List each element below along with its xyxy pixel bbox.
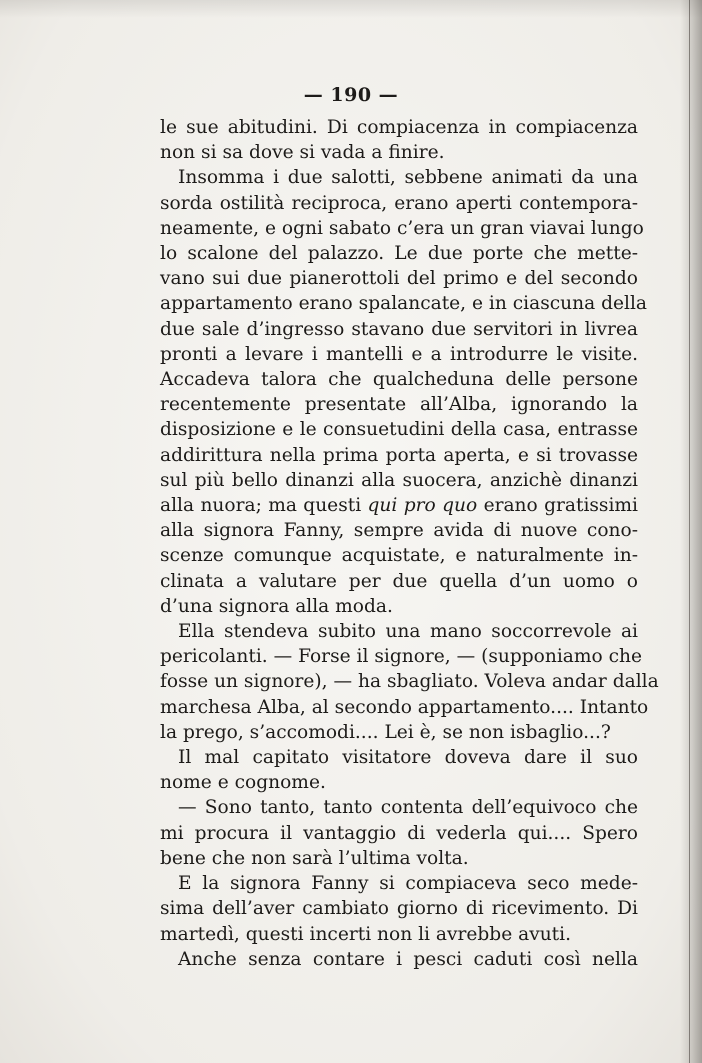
- text-line: pericolanti. — Forse il signore, — (supponiamo che: [160, 646, 643, 668]
- text-line: d’una signora alla moda.: [160, 595, 393, 617]
- text-line: scenze comunque acquistate, e naturalmente in-: [160, 545, 638, 567]
- text-line: — Sono tanto, tanto contenta dell’equivoco che: [178, 797, 638, 819]
- text-line: sorda ostilità reciproca, erano aperti contempora-: [160, 192, 638, 214]
- text-line: Il mal capitato visitatore doveva dare il suo: [178, 747, 638, 769]
- page-number: — 190 —: [303, 84, 399, 106]
- paragraph: [160, 947, 638, 972]
- paragraph: [160, 871, 638, 947]
- text-line: la prego, s’accomodi.... Lei è, se non isbaglio...?: [160, 721, 611, 743]
- text-line: bene che non sarà l’ultima volta.: [160, 847, 469, 869]
- italic-phrase: qui pro quo: [367, 495, 478, 517]
- page-top-shadow: [0, 0, 702, 18]
- text-line: nome e cognome.: [160, 772, 326, 794]
- paragraph: [160, 165, 647, 619]
- text-line: E la signora Fanny si compiaceva seco mede-: [178, 873, 638, 895]
- text-line: lo scalone del palazzo. Le due porte che mette-: [160, 243, 638, 265]
- body-text: [160, 115, 659, 972]
- page-right-shadow: [680, 0, 702, 1063]
- text-line: recentemente presentate all’Alba, ignorando la: [160, 394, 638, 416]
- text-segment: alla nuora; ma questi: [160, 495, 368, 517]
- text-line: appartamento erano spalancate, e in ciascuna della: [160, 293, 647, 315]
- text-line: vano sui due pianerottoli del primo e del secondo: [160, 268, 638, 290]
- text-line: pronti a levare i mantelli e a introdurre le visite.: [160, 343, 638, 365]
- text-line: fosse un signore), — ha sbagliato. Voleva andar dalla: [160, 671, 659, 693]
- paragraph: [160, 745, 638, 795]
- paragraph: [160, 795, 638, 871]
- text-line: alla signora Fanny, sempre avida di nuove cono-: [160, 520, 638, 542]
- text-line: non si sa dove si vada a finire.: [160, 142, 445, 164]
- text-line: Anche senza contare i pesci caduti così nella: [178, 948, 638, 970]
- text-line: Accadeva talora che qualcheduna delle persone: [160, 369, 638, 391]
- text-line: le sue abitudini. Di compiacenza in compiacenza: [160, 117, 638, 138]
- paragraph: [160, 115, 638, 165]
- text-line: sima dell’aver cambiato giorno di ricevimento. Di: [160, 898, 638, 920]
- paragraph: [160, 619, 659, 745]
- text-line: martedì, questi incerti non li avrebbe avuti.: [160, 923, 572, 945]
- page-right-edge: [689, 0, 690, 1063]
- text-line-italic-mixed: [160, 493, 638, 518]
- text-line: Ella stendeva subito una mano soccorrevole ai: [178, 621, 638, 643]
- text-line: clinata a valutare per due quella d’un uomo o: [160, 570, 638, 592]
- text-line: mi procura il vantaggio di vederla qui.... Spero: [160, 822, 638, 844]
- text-line: sul più bello dinanzi alla suocera, anzichè dinanzi: [160, 469, 638, 491]
- text-line: addirittura nella prima porta aperta, e si trovasse: [160, 444, 638, 466]
- text-line: Insomma i due salotti, sebbene animati da una: [178, 167, 638, 189]
- text-line: disposizione e le consuetudini della casa, entrasse: [160, 419, 638, 441]
- text-segment: erano gratissimi: [477, 495, 639, 517]
- text-line: marchesa Alba, al secondo appartamento.... Intanto: [160, 696, 649, 718]
- text-line: due sale d’ingresso stavano due servitori in livrea: [160, 318, 638, 340]
- text-line: neamente, e ogni sabato c’era un gran viavai lungo: [160, 217, 644, 239]
